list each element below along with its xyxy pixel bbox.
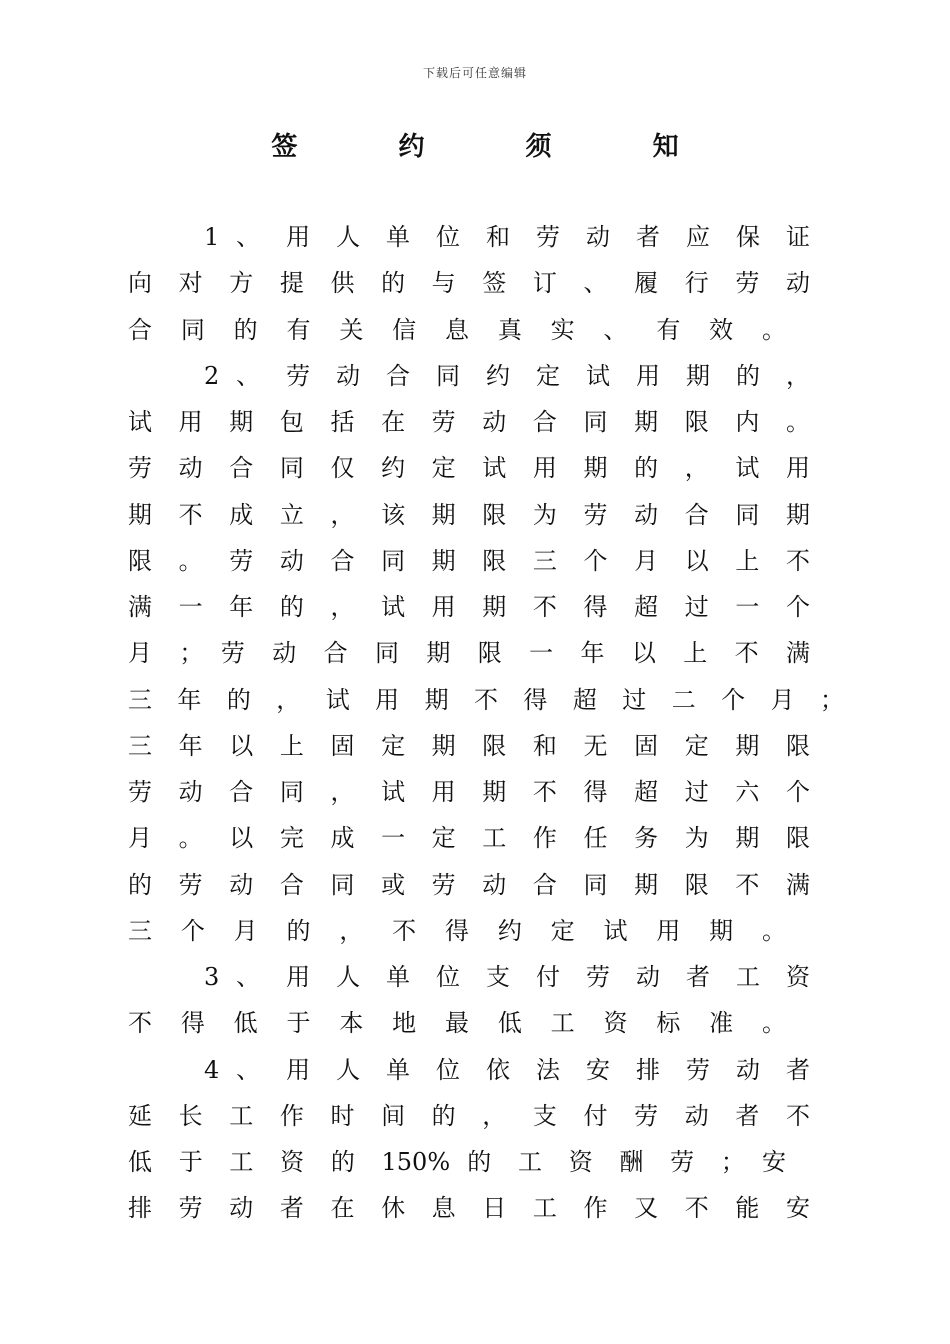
text-line: 三 个 月 的 ， 不 得 约 定 试 用 期 。 bbox=[128, 916, 786, 945]
text-line: 排 劳 动 者 在 休 息 日 工 作 又 不 能 安 bbox=[128, 1194, 810, 1223]
text-line: 向 对 方 提 供 的 与 签 订 、 履 行 劳 动 bbox=[128, 269, 810, 298]
text-line: 限 。 劳 动 合 同 期 限 三 个 月 以 上 不 bbox=[128, 546, 810, 575]
text-line: 劳 动 合 同 仅 约 定 试 用 期 的 ， 试 用 bbox=[128, 454, 810, 483]
text-line: 1 、 用 人 单 位 和 劳 动 者 应 保 证 bbox=[204, 223, 810, 251]
text-line: 低 于 工 资 的 150% 的 工 资 酬 劳 ； 安 bbox=[128, 1148, 786, 1176]
text-line: 劳 动 合 同 ， 试 用 期 不 得 超 过 六 个 bbox=[128, 778, 810, 806]
text-line: 合 同 的 有 关 信 息 真 实 、 有 效 。 bbox=[128, 315, 786, 344]
text-line: 不 得 低 于 本 地 最 低 工 资 标 准 。 bbox=[128, 1009, 786, 1038]
text-line: 月 ； 劳 动 合 同 期 限 一 年 以 上 不 满 bbox=[128, 639, 810, 668]
text-line: 试 用 期 包 括 在 劳 动 合 同 期 限 内 。 bbox=[128, 408, 810, 436]
text-line: 4 、 用 人 单 位 依 法 安 排 劳 动 者 bbox=[204, 1055, 810, 1084]
text-line: 满 一 年 的 ， 试 用 期 不 得 超 过 一 个 bbox=[128, 593, 810, 621]
download-note: 下载后可任意编辑 bbox=[422, 66, 527, 80]
document-body bbox=[128, 214, 844, 1232]
text-line: 的 劳 动 合 同 或 劳 动 合 同 期 限 不 满 bbox=[128, 870, 810, 899]
text-line: 三 年 的 ， 试 用 期 不 得 超 过 二 个 月 ； bbox=[128, 685, 844, 714]
text-line: 2 、 劳 动 合 同 约 定 试 用 期 的 ， bbox=[204, 361, 810, 390]
text-line: 期 不 成 立 ， 该 期 限 为 劳 动 合 同 期 bbox=[128, 500, 810, 529]
text-line: 月 。 以 完 成 一 定 工 作 任 务 为 期 限 bbox=[128, 824, 810, 853]
text-line: 延 长 工 作 时 间 的 ， 支 付 劳 动 者 不 bbox=[128, 1101, 810, 1130]
page-title: 签 约 须 知 bbox=[271, 132, 725, 162]
text-line: 三 年 以 上 固 定 期 限 和 无 固 定 期 限 bbox=[128, 731, 810, 760]
text-line: 3 、 用 人 单 位 支 付 劳 动 者 工 资 bbox=[204, 963, 810, 991]
